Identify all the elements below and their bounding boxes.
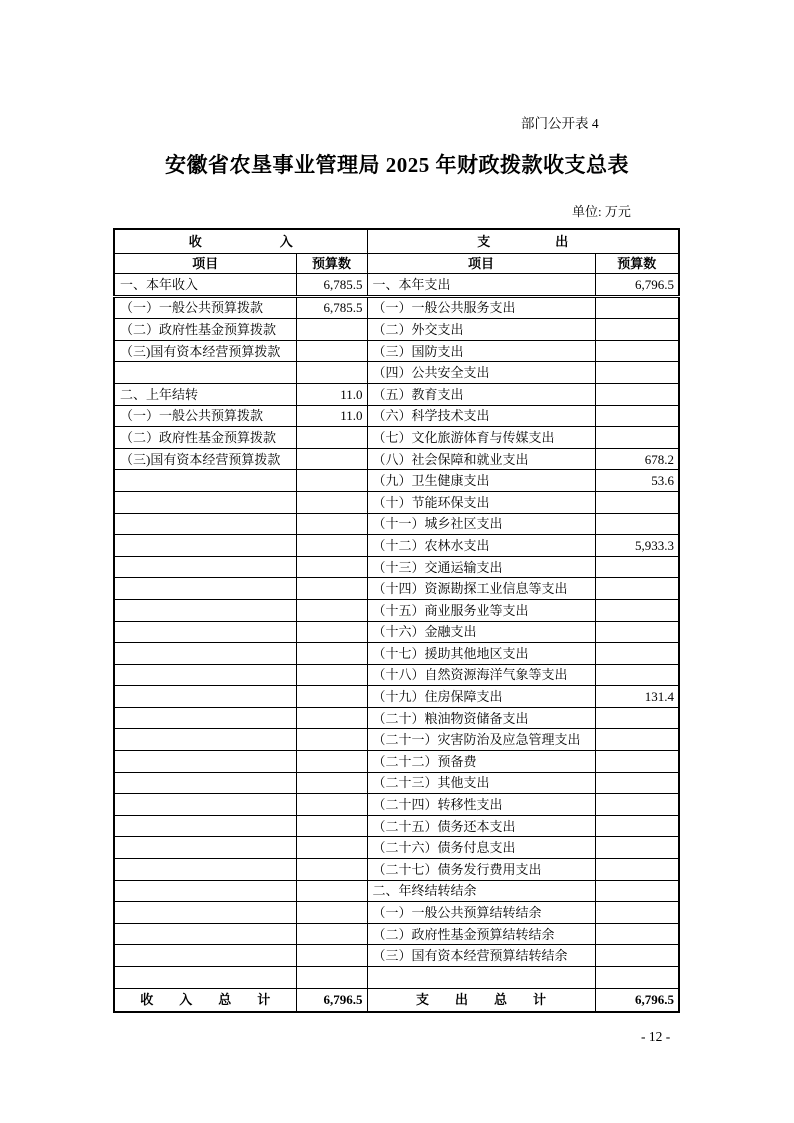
table-row xyxy=(114,448,679,470)
income-value-cell xyxy=(296,664,367,686)
expense-value-cell xyxy=(595,427,679,449)
income-value-cell xyxy=(296,470,367,492)
income-value-cell xyxy=(296,599,367,621)
expense-value-cell: 5,933.3 xyxy=(595,535,679,557)
income-item-cell xyxy=(114,513,296,535)
income-value-cell xyxy=(296,427,367,449)
income-budget-column-header: 预算数 xyxy=(296,254,367,274)
table-row xyxy=(114,902,679,924)
income-value-cell: 6,785.5 xyxy=(296,296,367,319)
table-row xyxy=(114,945,679,967)
expense-value-cell xyxy=(595,751,679,773)
income-item-cell xyxy=(114,751,296,773)
expense-value-cell xyxy=(595,707,679,729)
expense-value-cell xyxy=(595,902,679,924)
income-value-cell xyxy=(296,513,367,535)
expense-value-cell xyxy=(595,729,679,751)
expense-item-cell: 一、本年支出 xyxy=(367,274,595,297)
income-value-cell xyxy=(296,491,367,513)
income-item-cell xyxy=(114,470,296,492)
expense-budget-column-header: 预算数 xyxy=(595,254,679,274)
expense-item-cell: （二十四）转移性支出 xyxy=(367,794,595,816)
expense-value-cell xyxy=(595,296,679,319)
page-title: 安徽省农垦事业管理局 2025 年财政拨款收支总表 xyxy=(165,153,629,177)
income-value-cell xyxy=(296,837,367,859)
expense-item-cell: （三）国有资本经营预算结转结余 xyxy=(367,945,595,967)
expense-value-cell: 6,796.5 xyxy=(595,274,679,297)
income-value-cell xyxy=(296,621,367,643)
table-row xyxy=(114,556,679,578)
expense-value-cell xyxy=(595,945,679,967)
table-row xyxy=(114,859,679,881)
table-row xyxy=(114,621,679,643)
income-item-cell xyxy=(114,794,296,816)
table-row xyxy=(114,470,679,492)
expense-item-cell: （一）一般公共服务支出 xyxy=(367,296,595,319)
expense-item-cell: （二）外交支出 xyxy=(367,319,595,341)
table-row xyxy=(114,296,679,319)
income-value-cell xyxy=(296,556,367,578)
expense-value-cell xyxy=(595,967,679,989)
income-value-cell xyxy=(296,707,367,729)
income-item-cell xyxy=(114,902,296,924)
expense-value-cell xyxy=(595,578,679,600)
expense-value-cell xyxy=(595,815,679,837)
income-value-cell xyxy=(296,448,367,470)
income-item-cell xyxy=(114,599,296,621)
table-row xyxy=(114,772,679,794)
expense-value-cell xyxy=(595,880,679,902)
income-item-cell: 二、上年结转 xyxy=(114,383,296,405)
income-value-cell: 11.0 xyxy=(296,383,367,405)
table-row xyxy=(114,664,679,686)
income-item-cell xyxy=(114,643,296,665)
income-value-cell xyxy=(296,945,367,967)
expense-item-column-header: 项目 xyxy=(367,254,595,274)
expense-total-value: 6,796.5 xyxy=(595,988,679,1012)
table-row xyxy=(114,319,679,341)
expense-item-cell: （二十三）其他支出 xyxy=(367,772,595,794)
income-value-cell xyxy=(296,340,367,362)
income-item-cell xyxy=(114,729,296,751)
expense-item-cell: （八）社会保障和就业支出 xyxy=(367,448,595,470)
table-row xyxy=(114,491,679,513)
expense-item-cell: （十四）资源勘探工业信息等支出 xyxy=(367,578,595,600)
income-item-cell: （二）政府性基金预算拨款 xyxy=(114,319,296,341)
table-row xyxy=(114,707,679,729)
income-item-cell: （二）政府性基金预算拨款 xyxy=(114,427,296,449)
table-row xyxy=(114,967,679,989)
expense-value-cell xyxy=(595,772,679,794)
expense-value-cell xyxy=(595,362,679,384)
income-item-cell xyxy=(114,859,296,881)
table-row xyxy=(114,535,679,557)
total-row xyxy=(114,988,679,1012)
income-item-cell xyxy=(114,578,296,600)
expense-item-cell: （十九）住房保障支出 xyxy=(367,686,595,708)
table-body xyxy=(114,274,679,989)
expense-value-cell: 678.2 xyxy=(595,448,679,470)
expense-item-cell: （四）公共安全支出 xyxy=(367,362,595,384)
income-value-cell xyxy=(296,686,367,708)
expense-value-cell xyxy=(595,513,679,535)
expense-item-cell: （二十）粮油物资储备支出 xyxy=(367,707,595,729)
income-value-cell xyxy=(296,772,367,794)
expense-value-cell xyxy=(595,383,679,405)
expense-value-cell xyxy=(595,340,679,362)
income-value-cell xyxy=(296,362,367,384)
unit-label: 单位: 万元 xyxy=(572,204,631,219)
income-section-header: 收 入 xyxy=(114,229,367,254)
table-row xyxy=(114,383,679,405)
income-item-cell xyxy=(114,945,296,967)
expense-item-cell: （一）一般公共预算结转结余 xyxy=(367,902,595,924)
income-item-cell xyxy=(114,967,296,989)
income-item-cell xyxy=(114,491,296,513)
expense-item-cell: （十）节能环保支出 xyxy=(367,491,595,513)
table-row xyxy=(114,274,679,297)
expense-value-cell xyxy=(595,621,679,643)
table-row xyxy=(114,686,679,708)
income-item-cell: （三)国有资本经营预算拨款 xyxy=(114,448,296,470)
income-item-cell xyxy=(114,837,296,859)
expense-value-cell xyxy=(595,859,679,881)
income-item-cell xyxy=(114,707,296,729)
expense-value-cell xyxy=(595,319,679,341)
income-item-cell xyxy=(114,621,296,643)
income-value-cell: 11.0 xyxy=(296,405,367,427)
income-item-cell xyxy=(114,362,296,384)
expense-value-cell xyxy=(595,643,679,665)
income-value-cell xyxy=(296,643,367,665)
expense-item-cell xyxy=(367,967,595,989)
table-row xyxy=(114,405,679,427)
budget-table xyxy=(113,228,680,1013)
expense-item-cell: （十二）农林水支出 xyxy=(367,535,595,557)
income-value-cell xyxy=(296,967,367,989)
income-value-cell xyxy=(296,859,367,881)
expense-item-cell: （十七）援助其他地区支出 xyxy=(367,643,595,665)
income-value-cell xyxy=(296,535,367,557)
column-header-row xyxy=(114,254,679,274)
table-row xyxy=(114,340,679,362)
expense-value-cell xyxy=(595,794,679,816)
table-row xyxy=(114,578,679,600)
table-row xyxy=(114,362,679,384)
table-row xyxy=(114,513,679,535)
expense-item-cell: （七）文化旅游体育与传媒支出 xyxy=(367,427,595,449)
expense-item-cell: （五）教育支出 xyxy=(367,383,595,405)
income-value-cell xyxy=(296,319,367,341)
table-row xyxy=(114,729,679,751)
table-row xyxy=(114,837,679,859)
income-value-cell xyxy=(296,729,367,751)
income-value-cell xyxy=(296,880,367,902)
expense-item-cell: （十六）金融支出 xyxy=(367,621,595,643)
income-item-cell: （一）一般公共预算拨款 xyxy=(114,296,296,319)
income-item-cell xyxy=(114,880,296,902)
expense-item-cell: （三）国防支出 xyxy=(367,340,595,362)
table-row xyxy=(114,427,679,449)
income-item-cell xyxy=(114,686,296,708)
income-value-cell xyxy=(296,815,367,837)
income-value-cell xyxy=(296,578,367,600)
income-value-cell xyxy=(296,794,367,816)
table-row xyxy=(114,751,679,773)
income-total-value: 6,796.5 xyxy=(296,988,367,1012)
expense-value-cell: 131.4 xyxy=(595,686,679,708)
expense-item-cell: （十八）自然资源海洋气象等支出 xyxy=(367,664,595,686)
income-item-cell xyxy=(114,923,296,945)
expense-value-cell: 53.6 xyxy=(595,470,679,492)
expense-item-cell: （十一）城乡社区支出 xyxy=(367,513,595,535)
expense-item-cell: （二十二）预备费 xyxy=(367,751,595,773)
expense-item-cell: （二）政府性基金预算结转结余 xyxy=(367,923,595,945)
table-row xyxy=(114,815,679,837)
expense-item-cell: （六）科学技术支出 xyxy=(367,405,595,427)
income-item-cell: 一、本年收入 xyxy=(114,274,296,297)
expense-value-cell xyxy=(595,664,679,686)
expense-value-cell xyxy=(595,405,679,427)
expense-value-cell xyxy=(595,837,679,859)
expense-item-cell: （十五）商业服务业等支出 xyxy=(367,599,595,621)
section-header-row xyxy=(114,229,679,254)
income-item-cell xyxy=(114,815,296,837)
expense-item-cell: 二、年终结转结余 xyxy=(367,880,595,902)
income-value-cell xyxy=(296,751,367,773)
table-row xyxy=(114,599,679,621)
income-item-cell xyxy=(114,664,296,686)
income-total-label: 收 入 总 计 xyxy=(114,988,296,1012)
expense-value-cell xyxy=(595,491,679,513)
table-row xyxy=(114,880,679,902)
expense-item-cell: （二十七）债务发行费用支出 xyxy=(367,859,595,881)
expense-value-cell xyxy=(595,556,679,578)
income-item-cell: （一）一般公共预算拨款 xyxy=(114,405,296,427)
expense-item-cell: （二十一）灾害防治及应急管理支出 xyxy=(367,729,595,751)
expense-section-header: 支 出 xyxy=(367,229,679,254)
income-value-cell xyxy=(296,902,367,924)
table-row xyxy=(114,643,679,665)
income-value-cell: 6,785.5 xyxy=(296,274,367,297)
income-item-cell xyxy=(114,556,296,578)
expense-item-cell: （九）卫生健康支出 xyxy=(367,470,595,492)
income-item-cell xyxy=(114,535,296,557)
expense-total-label: 支 出 总 计 xyxy=(367,988,595,1012)
expense-item-cell: （二十五）债务还本支出 xyxy=(367,815,595,837)
expense-value-cell xyxy=(595,923,679,945)
expense-item-cell: （十三）交通运输支出 xyxy=(367,556,595,578)
income-item-cell xyxy=(114,772,296,794)
income-item-column-header: 项目 xyxy=(114,254,296,274)
table-row xyxy=(114,794,679,816)
income-item-cell: （三)国有资本经营预算拨款 xyxy=(114,340,296,362)
table-row xyxy=(114,923,679,945)
expense-item-cell: （二十六）债务付息支出 xyxy=(367,837,595,859)
expense-value-cell xyxy=(595,599,679,621)
income-value-cell xyxy=(296,923,367,945)
page-number: - 12 - xyxy=(641,1029,671,1044)
header-note: 部门公开表 4 xyxy=(521,116,599,131)
